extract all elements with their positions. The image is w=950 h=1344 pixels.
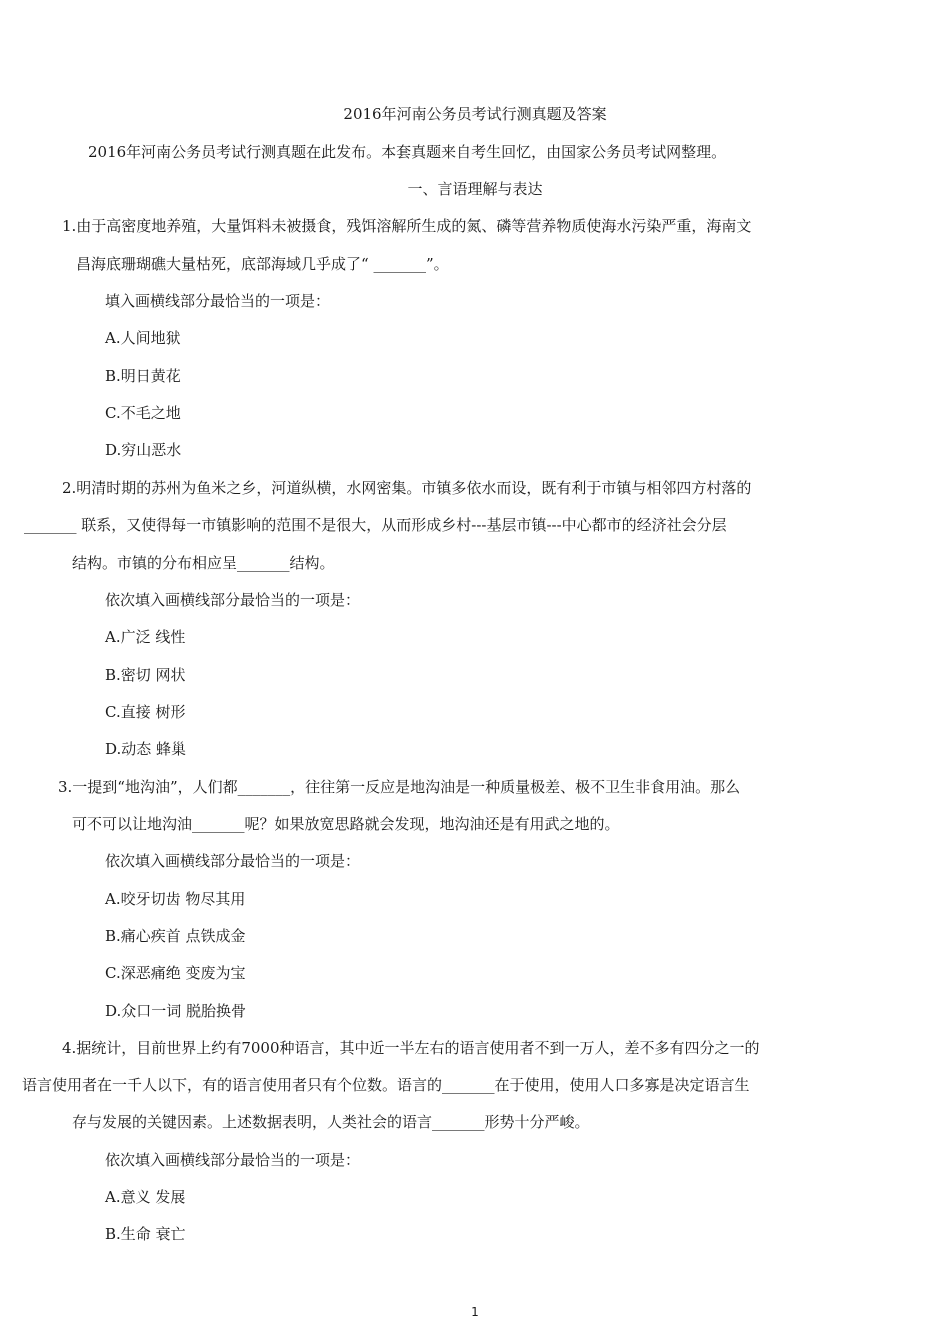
question-2-line-2: _______ 联系，又使得每一市镇影响的范围不是很大，从而形成乡村---基层市镇---中心都市的经济社会分层 bbox=[24, 516, 727, 534]
question-4-line-3: 存与发展的关键因素。上述数据表明，人类社会的语言_______形势十分严峻。 bbox=[72, 1113, 590, 1131]
question-2-option-c: C.直接 树形 bbox=[105, 703, 186, 721]
page-number: 1 bbox=[471, 1305, 479, 1319]
question-1-option-d: D.穷山恶水 bbox=[105, 441, 182, 459]
intro-paragraph: 2016年河南公务员考试行测真题在此发布。本套真题来自考生回忆，由国家公务员考试网整理。 bbox=[88, 143, 727, 161]
question-3-option-d: D.众口一词 脱胎换骨 bbox=[105, 1002, 247, 1020]
question-1-line-1: 1.由于高密度地养殖，大量饵料未被摄食，残饵溶解所生成的氮、磷等营养物质使海水污染严重，海南文 bbox=[62, 217, 752, 235]
question-1-option-b: B.明日黄花 bbox=[105, 367, 181, 385]
question-4-option-b: B.生命 衰亡 bbox=[105, 1225, 186, 1243]
question-3-option-c: C.深恶痛绝 变废为宝 bbox=[105, 964, 246, 982]
question-3-option-b: B.痛心疾首 点铁成金 bbox=[105, 927, 246, 945]
question-4-option-a: A.意义 发展 bbox=[105, 1188, 186, 1206]
question-1-option-a: A.人间地狱 bbox=[105, 329, 181, 347]
question-2-line-1: 2.明清时期的苏州为鱼米之乡，河道纵横，水网密集。市镇多依水而设，既有利于市镇与相邻四方村落的 bbox=[62, 479, 752, 497]
question-1-line-2: 昌海底珊瑚礁大量枯死，底部海域几乎成了“ _______”。 bbox=[76, 255, 449, 273]
question-2-option-b: B.密切 网状 bbox=[105, 666, 186, 684]
question-4-line-2: 语言使用者在一千人以下，有的语言使用者只有个位数。语言的_______在于使用，使用人口多寡是决定语言生 bbox=[22, 1076, 750, 1094]
question-4-line-1: 4.据统计，目前世界上约有7000种语言，其中近一半左右的语言使用者不到一万人，差不多有四分之一的 bbox=[62, 1039, 760, 1057]
question-1-option-c: C.不毛之地 bbox=[105, 404, 181, 422]
question-3-option-a: A.咬牙切齿 物尽其用 bbox=[105, 890, 246, 908]
question-3-line-1: 3.一提到“地沟油”，人们都_______，往往第一反应是地沟油是一种质量极差、极不卫生非食用油。那么 bbox=[58, 778, 741, 796]
question-4-prompt: 依次填入画横线部分最恰当的一项是： bbox=[105, 1151, 361, 1169]
question-1-prompt: 填入画横线部分最恰当的一项是： bbox=[105, 292, 331, 310]
section-heading: 一、言语理解与表达 bbox=[407, 180, 543, 198]
document-title: 2016年河南公务员考试行测真题及答案 bbox=[343, 105, 607, 123]
question-2-option-d: D.动态 蜂巢 bbox=[105, 740, 187, 758]
question-2-option-a: A.广泛 线性 bbox=[105, 628, 186, 646]
question-2-line-3: 结构。市镇的分布相应呈_______结构。 bbox=[72, 554, 335, 572]
question-2-prompt: 依次填入画横线部分最恰当的一项是： bbox=[105, 591, 361, 609]
question-3-line-2: 可不可以让地沟油_______呢？如果放宽思路就会发现，地沟油还是有用武之地的。 bbox=[72, 815, 620, 833]
question-3-prompt: 依次填入画横线部分最恰当的一项是： bbox=[105, 852, 361, 870]
